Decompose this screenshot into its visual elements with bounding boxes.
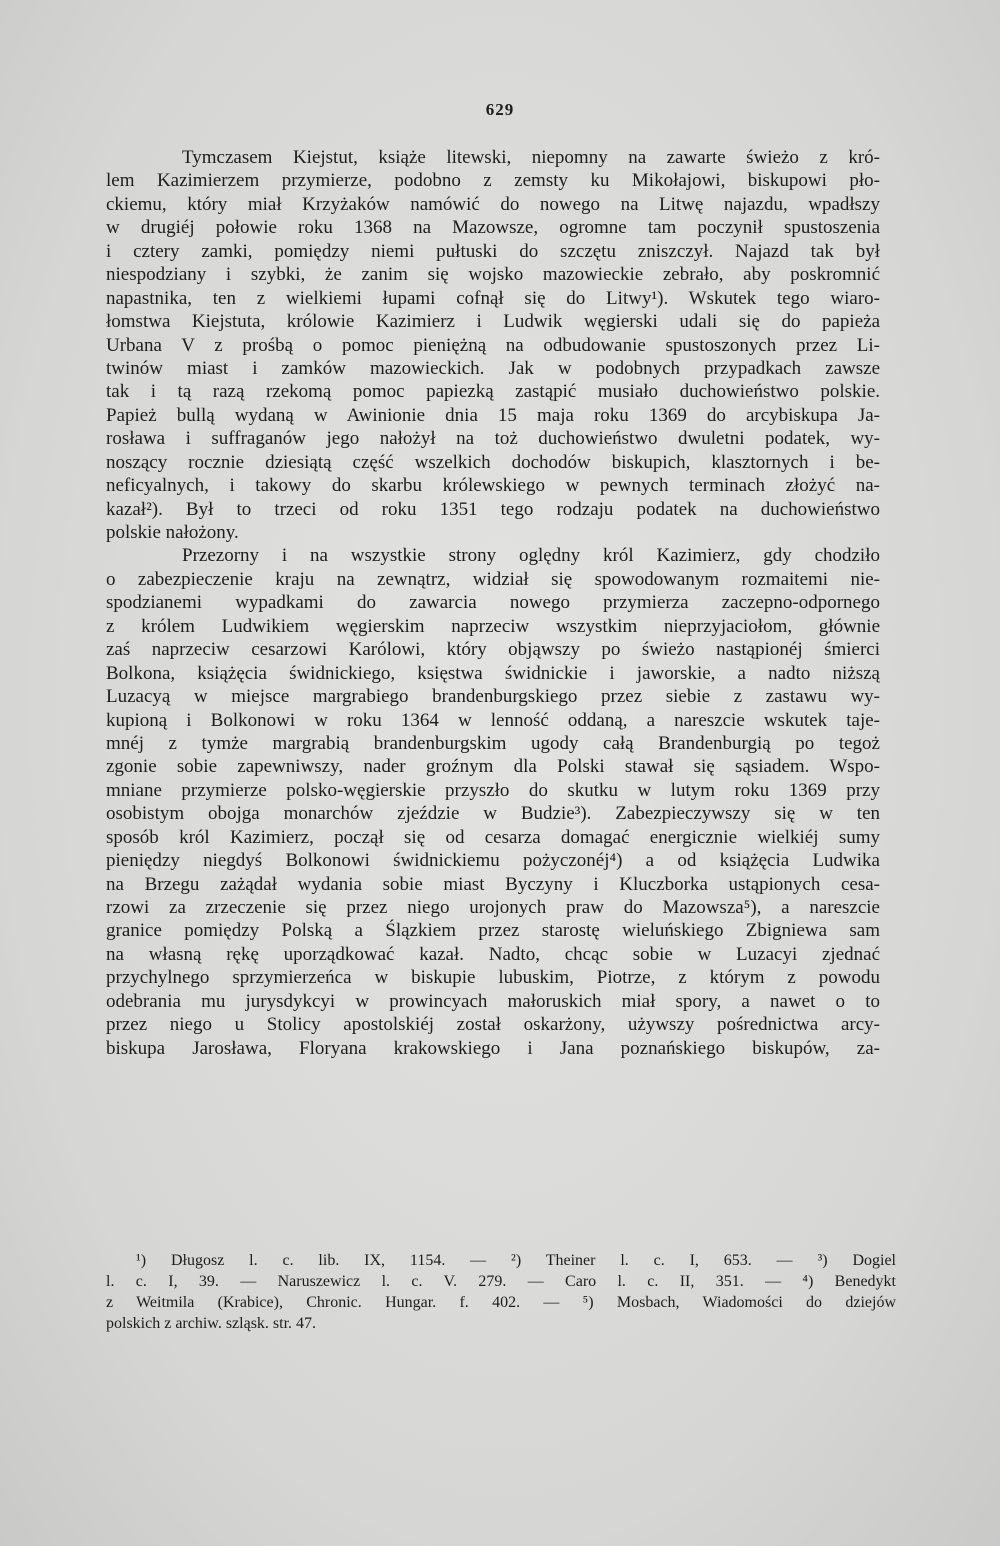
text-line: sposób król Kazimierz, począł się od cesarza domagać energicznie wielkiéj sumy [106,826,880,848]
text-line: przez niego u Stolicy apostolskiéj został oskarżony, używszy pośrednictwa arcy- [106,1014,880,1036]
text-line: rosława i suffraganów jego nałożył na toż duchowieństwo dwuletni podatek, wy- [106,428,880,450]
text-line: lem Kazimierzem przymierze, podobno z zemsty ku Mikołajowi, biskupowi pło- [106,170,880,192]
text-line: napastnika, ten z wielkiemi łupami cofnął się do Litwy¹). Wskutek tego wiaro- [106,287,880,309]
text-line: niespodziany i szybki, że zanim się wojsko mazowieckie zebrało, aby poskromnić [106,264,880,286]
text-line: Tymczasem Kiejstut, książe litewski, niepomny na zawarte świeżo z kró- [182,147,880,168]
text-line: mniane przymierze polsko-węgierskie przyszło do skutku w lutym roku 1369 przy [106,779,880,801]
text-line: z królem Ludwikiem węgierskim naprzeciw wszystkim nieprzyjaciołom, głównie [106,615,880,637]
text-line: polskie nałożony. [106,522,239,543]
text-line: zaś naprzeciw cesarzowi Karólowi, który objąwszy po świeżo nastąpionéj śmierci [106,639,880,661]
footnotes [106,1250,896,1334]
text-line: tak i tą razą rzekomą pomoc papiezką zastąpić musiało duchowieństwo polskie. [106,381,880,403]
text-line: osobistym obojga monarchów zjeździe w Budzie³). Zabezpieczywszy się w ten [106,803,880,825]
text-line: pieniędzy niegdyś Bolkonowi świdnickiemu pożyczonéj⁴) a od książęcia Ludwika [106,850,880,872]
text-line: przychylnego sprzymierzeńca w biskupie lubuskim, Piotrze, z którym z powodu [106,967,880,989]
text-line: ckiemu, który miał Krzyżaków namówić do nowego na Litwę najazdu, wpadłszy [106,193,880,215]
text-line: i cztery zamki, pomiędzy niemi pułtuski do szczętu zniszczył. Najazd tak był [106,240,880,262]
text-line: kazał²). Był to trzeci od roku 1351 tego rodzaju podatek na duchowieństwo [106,498,880,520]
text-line: Przezorny i na wszystkie strony oględny król Kazimierz, gdy chodziło [182,545,880,567]
text-line: twinów miast i zamków mazowieckich. Jak w podobnych przypadkach zawsze [106,357,880,379]
text-line: rzowi za zrzeczenie się przez niego urojonych praw do Mazowsza⁵), a nareszcie [106,897,880,918]
text-line: w drugiéj połowie roku 1368 na Mazowsze, ogromne tam poczynił spustoszenia [106,217,880,239]
text-line: neficyalnych, i takowy do skarbu królewskiego w pewnych terminach złożyć na- [106,475,880,497]
text-line: noszący rocznie dziesiątą część wszelkich dochodów biskupich, klasztornych i be- [106,451,880,473]
text-line: Luzacyą w miejsce margrabiego brandenburgskiego przez siebie z zastawu wy- [106,686,880,708]
text-line: na własną rękę uporządkować kazał. Nadto, chcąc sobie w Luzacyi zjednać [106,943,880,965]
text-line: kupioną i Bolkonowi w roku 1364 w lenność oddaną, a nareszcie wskutek taje- [106,709,880,731]
footnote-line: z Weitmila (Krabice), Chronic. Hungar. f. 402. — ⁵) Mosbach, Wiadomości do dziejów [106,1294,896,1311]
text-line: o zabezpieczenie kraju na zewnątrz, widział się spowodowanym rozmaitemi nie- [106,568,880,590]
page-number: 629 [485,100,515,119]
text-line: Papież bullą wydaną w Awinionie dnia 15 maja roku 1369 do arcybiskupa Ja- [106,404,880,426]
footnote-line: ¹) Długosz l. c. lib. IX, 1154. — ²) Theiner l. c. I, 653. — ³) Dogiel [136,1252,896,1269]
text-line: granice pomiędzy Polską a Ślązkiem przez starostę wieluńskiego Zbigniewa sam [106,920,880,942]
text-line: Bolkona, książęcia świdnickiego, księstwa świdnickie i jaworskie, a nadto niższą [106,662,880,684]
text-line: zgonie sobie zapewniwszy, nader groźnym dla Polski stawał się sąsiadem. Wspo- [106,756,880,778]
text-line: odebrania mu jurysdykcyi w prowincyach małoruskich miał spory, a nawet o to [106,990,880,1012]
text-line: spodzianemi wypadkami do zawarcia nowego przymierza zaczepno-odpornego [106,592,880,614]
text-line: łomstwa Kiejstuta, królowie Kazimierz i Ludwik węgierski udali się do papieża [106,311,880,333]
footnote-line: polskich z archiw. szląsk. str. 47. [106,1315,317,1332]
text-line: Urbana V z prośbą o pomoc pieniężną na odbudowanie spustoszonych przez Li- [106,334,880,356]
body-text [106,146,880,1060]
text-line: na Brzegu zażądał wydania sobie miast Byczyny i Kluczborka ustąpionych cesa- [106,873,880,895]
footnote-line: l. c. I, 39. — Naruszewicz l. c. V. 279. — Caro l. c. II, 351. — ⁴) Benedykt [106,1273,896,1290]
text-line: biskupa Jarosława, Floryana krakowskiego i Jana poznańskiego biskupów, za- [106,1037,880,1059]
text-line: mnéj z tymże margrabią brandenburgskim ugody całą Brandenburgią po tegoż [106,732,880,754]
